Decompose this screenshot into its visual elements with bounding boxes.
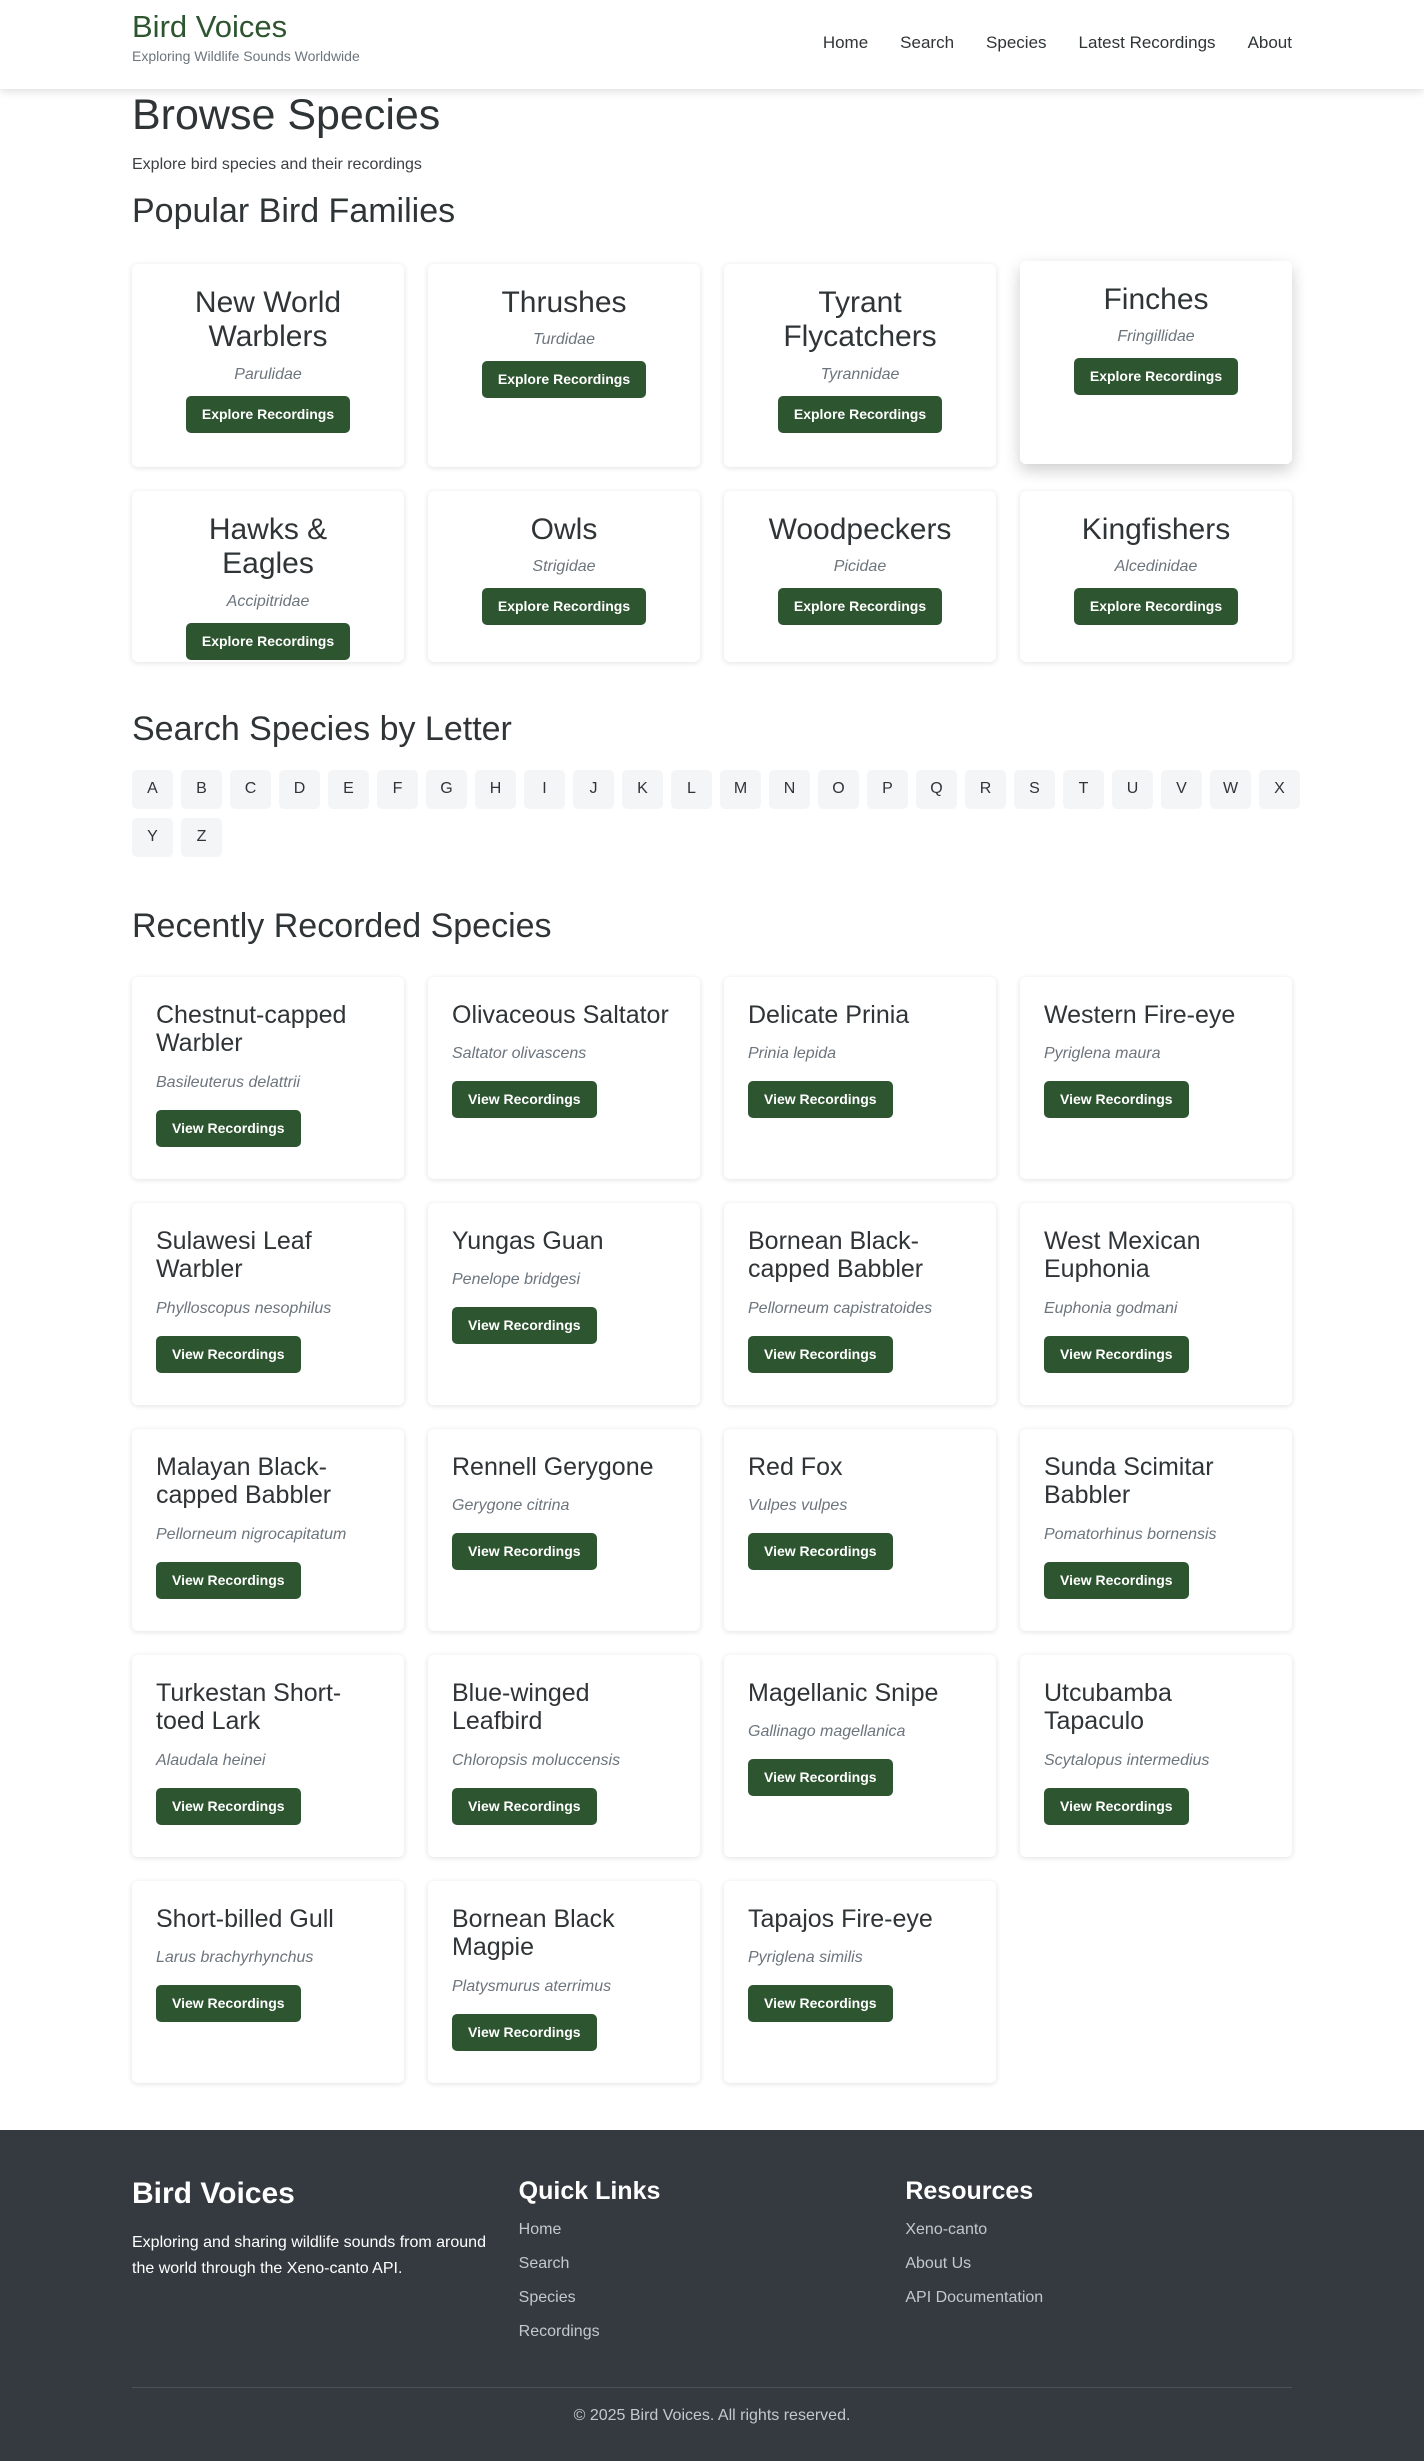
family-latin-name: Alcedinidae [1114,558,1198,576]
family-name: Finches [1103,282,1209,316]
page-subtitle: Explore bird species and their recordings [132,155,422,173]
species-card [428,977,700,1179]
species-card [132,1203,404,1405]
view-recordings-button[interactable]: View Recordings [156,1336,301,1373]
letter-button-v[interactable]: V [1161,770,1202,809]
footer-link-species[interactable]: Species [518,2288,576,2306]
species-card [428,1203,700,1405]
letter-button-s[interactable]: S [1014,770,1055,809]
footer-link-xeno-canto[interactable]: Xeno-canto [905,2220,988,2238]
species-name: Turkestan Short-toed Lark [156,1678,342,1736]
species-name: Red Fox [748,1452,843,1481]
species-name: Utcubamba Tapaculo [1044,1678,1172,1736]
species-card [1020,977,1292,1179]
species-name: West Mexican Euphonia [1044,1226,1201,1284]
species-card [724,1429,996,1631]
view-recordings-button[interactable]: View Recordings [452,1788,597,1825]
family-name: Thrushes [501,285,627,319]
view-recordings-button[interactable]: View Recordings [156,1985,301,2022]
family-name: Kingfishers [1081,512,1231,546]
copyright: © 2025 Bird Voices. All rights reserved. [573,2406,851,2424]
page-title: Browse Species [132,91,441,139]
footer-link-about-us[interactable]: About Us [905,2254,972,2272]
species-latin-name: Phylloscopus nesophilus [156,1300,332,1318]
letter-button-q[interactable]: Q [916,770,957,809]
nav-species[interactable]: Species [986,32,1047,52]
family-card [724,264,996,467]
species-latin-name: Larus brachyrhynchus [156,1949,314,1967]
letter-button-p[interactable]: P [867,770,908,809]
recent-heading: Recently Recorded Species [132,906,552,945]
letter-button-w[interactable]: W [1210,770,1251,809]
footer-link-recordings[interactable]: Recordings [518,2322,600,2340]
brand[interactable] [132,11,360,64]
species-latin-name: Pellorneum nigrocapitatum [156,1526,347,1544]
species-latin-name: Euphonia godmani [1044,1300,1178,1318]
family-latin-name: Accipitridae [226,592,310,610]
explore-recordings-button[interactable]: Explore Recordings [186,623,350,660]
view-recordings-button[interactable]: View Recordings [452,1081,597,1118]
family-card [1020,491,1292,662]
species-card [428,1881,700,2083]
view-recordings-button[interactable]: View Recordings [452,2014,597,2051]
site-footer [0,2130,1424,2461]
footer-link-home[interactable]: Home [518,2220,562,2238]
species-name: Rennell Gerygone [452,1452,654,1481]
species-latin-name: Pyriglena maura [1044,1045,1161,1063]
main-content [132,89,1292,2083]
species-latin-name: Scytalopus intermedius [1044,1752,1210,1770]
footer-description: Exploring and sharing wildlife sounds from around the world through the Xeno-canto API. [132,2233,486,2277]
view-recordings-button[interactable]: View Recordings [748,1081,893,1118]
letter-button-b[interactable]: B [181,770,222,809]
family-latin-name: Picidae [833,558,887,576]
site-header [0,0,1424,89]
species-name: Olivaceous Saltator [452,1000,669,1029]
explore-recordings-button[interactable]: Explore Recordings [1074,588,1238,625]
letter-button-f[interactable]: F [377,770,418,809]
letter-button-r[interactable]: R [965,770,1006,809]
species-card [724,1203,996,1405]
species-card [724,977,996,1179]
family-card [428,264,700,467]
species-card [132,1429,404,1631]
letter-button-k[interactable]: K [622,770,663,809]
family-latin-name: Parulidae [234,365,302,383]
view-recordings-button[interactable]: View Recordings [452,1307,597,1344]
species-card [724,1881,996,2083]
species-card [724,1655,996,1857]
species-name: Short-billed Gull [156,1904,334,1933]
species-name: Malayan Black-capped Babbler [156,1452,332,1510]
species-latin-name: Saltator olivascens [452,1045,587,1063]
letter-button-l[interactable]: L [671,770,712,809]
footer-brand: Bird Voices [132,2176,295,2210]
view-recordings-button[interactable]: View Recordings [1044,1788,1189,1825]
species-name: Bornean Black-capped Babbler [748,1226,924,1284]
footer-divider [132,2387,1292,2388]
letter-button-x[interactable]: X [1259,770,1300,809]
footer-resources [905,2177,1292,2343]
letter-button-u[interactable]: U [1112,770,1153,809]
nav-search[interactable]: Search [900,32,955,52]
family-latin-name: Turdidae [533,331,595,349]
letter-button-z[interactable]: Z [181,818,222,857]
recent-species-grid [132,977,1292,2083]
main-nav [823,33,1292,53]
species-name: Chestnut-capped Warbler [156,1000,347,1058]
site-tagline: Exploring Wildlife Sounds Worldwide [132,48,360,64]
species-name: Yungas Guan [452,1226,604,1255]
letters-heading: Search Species by Letter [132,709,512,748]
view-recordings-button[interactable]: View Recordings [1044,1562,1189,1599]
resources-heading: Resources [905,2176,1034,2205]
species-card [132,1655,404,1857]
species-card [132,1881,404,2083]
species-latin-name: Pyriglena similis [748,1949,863,1967]
family-card [132,264,404,467]
letter-button-n[interactable]: N [769,770,810,809]
family-card [428,491,700,662]
species-latin-name: Pellorneum capistratoides [748,1300,933,1318]
family-name: Woodpeckers [768,512,952,546]
family-name: Owls [530,512,598,546]
family-latin-name: Strigidae [532,558,596,576]
letter-button-g[interactable]: G [426,770,467,809]
species-name: Western Fire-eye [1044,1000,1236,1029]
view-recordings-button[interactable]: View Recordings [156,1110,301,1147]
letter-button-h[interactable]: H [475,770,516,809]
nav-latest-recordings[interactable]: Latest Recordings [1078,32,1216,52]
nav-about[interactable]: About [1247,32,1292,52]
species-latin-name: Pomatorhinus bornensis [1044,1526,1217,1544]
species-latin-name: Alaudala heinei [156,1752,266,1770]
species-name: Blue-winged Leafbird [452,1678,590,1736]
family-card [132,491,404,662]
view-recordings-button[interactable]: View Recordings [452,1533,597,1570]
explore-recordings-button[interactable]: Explore Recordings [1074,358,1238,395]
view-recordings-button[interactable]: View Recordings [156,1562,301,1599]
family-card [1020,261,1292,464]
explore-recordings-button[interactable]: Explore Recordings [482,588,646,625]
footer-link-search[interactable]: Search [518,2254,570,2272]
species-latin-name: Basileuterus delattrii [156,1074,301,1092]
species-latin-name: Platysmurus aterrimus [452,1978,612,1996]
species-name: Sulawesi Leaf Warbler [156,1226,312,1284]
explore-recordings-button[interactable]: Explore Recordings [482,361,646,398]
species-latin-name: Gallinago magellanica [748,1723,906,1741]
species-name: Magellanic Snipe [748,1678,939,1707]
letter-button-o[interactable]: O [818,770,859,809]
view-recordings-button[interactable]: View Recordings [748,1759,893,1796]
explore-recordings-button[interactable]: Explore Recordings [778,588,942,625]
species-name: Sunda Scimitar Babbler [1044,1452,1214,1510]
family-name: Tyrant Flycatchers [783,285,937,354]
species-latin-name: Chloropsis moluccensis [452,1752,621,1770]
species-latin-name: Vulpes vulpes [748,1497,848,1515]
quick-links-heading: Quick Links [518,2176,661,2205]
footer-quick-links [519,2177,906,2343]
families-heading: Popular Bird Families [132,191,456,230]
species-name: Delicate Prinia [748,1000,910,1029]
species-card [1020,1203,1292,1405]
family-latin-name: Fringillidae [1117,328,1195,346]
letter-button-i[interactable]: I [524,770,565,809]
species-name: Bornean Black Magpie [452,1904,615,1962]
view-recordings-button[interactable]: View Recordings [1044,1336,1189,1373]
footer-link-api-docs[interactable]: API Documentation [905,2288,1044,2306]
letter-button-y[interactable]: Y [132,818,173,857]
nav-home[interactable]: Home [822,32,869,52]
explore-recordings-button[interactable]: Explore Recordings [186,396,350,433]
families-grid [132,264,1292,662]
species-name: Tapajos Fire-eye [748,1904,933,1933]
species-card [428,1429,700,1631]
species-card [1020,1655,1292,1857]
view-recordings-button[interactable]: View Recordings [156,1788,301,1825]
letter-button-t[interactable]: T [1063,770,1104,809]
view-recordings-button[interactable]: View Recordings [1044,1081,1189,1118]
family-name: Hawks & Eagles [208,512,328,581]
species-latin-name: Penelope bridgesi [452,1271,581,1289]
site-title[interactable]: Bird Voices [132,9,288,44]
letter-button-m[interactable]: M [720,770,761,809]
family-name: New World Warblers [194,285,342,354]
view-recordings-button[interactable]: View Recordings [748,1336,893,1373]
species-card [428,1655,700,1857]
species-latin-name: Prinia lepida [748,1045,837,1063]
letter-filter [132,770,1304,857]
letter-button-j[interactable]: J [573,770,614,809]
species-latin-name: Gerygone citrina [452,1497,570,1515]
letter-button-a[interactable]: A [132,770,173,809]
letter-button-d[interactable]: D [279,770,320,809]
explore-recordings-button[interactable]: Explore Recordings [778,396,942,433]
family-latin-name: Tyrannidae [820,365,900,383]
family-card [724,491,996,662]
view-recordings-button[interactable]: View Recordings [748,1985,893,2022]
letter-button-e[interactable]: E [328,770,369,809]
species-card [1020,1429,1292,1631]
species-card [132,977,404,1179]
footer-about [132,2177,519,2343]
view-recordings-button[interactable]: View Recordings [748,1533,893,1570]
letter-button-c[interactable]: C [230,770,271,809]
